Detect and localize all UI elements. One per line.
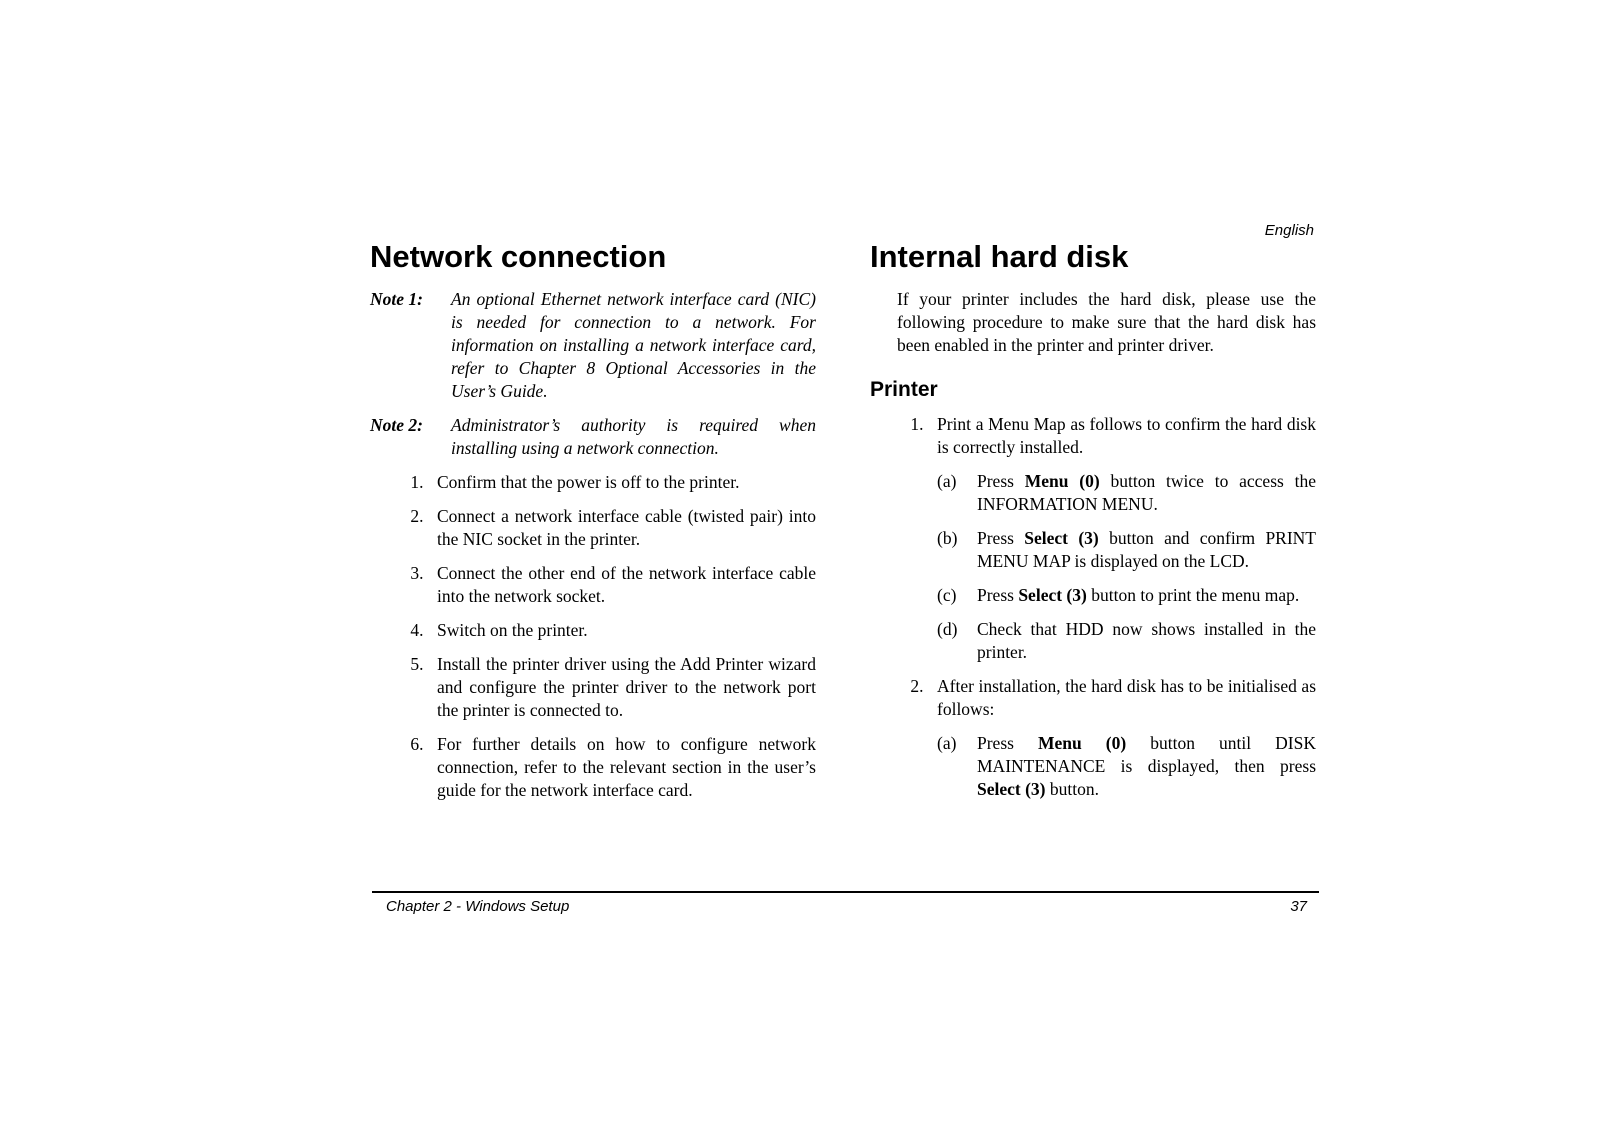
sub-text: Press Select (3) button to print the menu map. xyxy=(977,585,1300,605)
step-text: Connect a network interface cable (twisted pair) into the NIC socket in the printer. xyxy=(437,506,816,549)
step-number: 6. xyxy=(410,734,424,754)
list-item xyxy=(370,505,816,551)
step-text: Switch on the printer. xyxy=(437,620,588,640)
list-item xyxy=(870,675,1316,721)
button-name: Select (3) xyxy=(1018,585,1087,605)
list-item xyxy=(370,471,816,494)
subsection-title-printer: Printer xyxy=(870,378,938,401)
sub-text: Press Select (3) button and confirm PRINT MENU MAP is displayed on the LCD. xyxy=(977,528,1317,571)
sub-label: (d) xyxy=(937,619,958,639)
sub-text: Press Menu (0) button until DISK MAINTENANCE is displayed, then press Select (3) button. xyxy=(977,733,1316,799)
sub-text: Press Menu (0) button twice to access the INFORMATION MENU. xyxy=(977,471,1316,514)
button-name: Menu (0) xyxy=(1024,471,1100,491)
step-number: 2. xyxy=(410,506,424,526)
note-label: Note 2: xyxy=(370,415,423,435)
step-number: 1. xyxy=(910,414,924,434)
step-text: Print a Menu Map as follows to confirm the hard disk is correctly installed. xyxy=(937,414,1316,457)
sub-item-a xyxy=(937,732,1316,801)
section-title-internal-hard-disk: Internal hard disk xyxy=(870,239,1129,274)
sub-item-d xyxy=(937,618,1316,664)
sub-label: (a) xyxy=(937,733,957,753)
language-header: English xyxy=(1264,222,1314,239)
step-number: 5. xyxy=(410,654,424,674)
step-number: 3. xyxy=(410,563,424,583)
footer-chapter: Chapter 2 - Windows Setup xyxy=(386,898,570,915)
note-2 xyxy=(370,414,816,460)
sub-label: (a) xyxy=(937,471,957,491)
footer-divider xyxy=(372,891,1319,893)
step-text: For further details on how to configure network connection, refer to the relevant section in the user’s guide for the network interface card. xyxy=(437,734,816,800)
sub-label: (b) xyxy=(937,528,958,548)
list-item xyxy=(370,619,816,642)
note-label: Note 1: xyxy=(370,289,423,309)
list-item xyxy=(370,562,816,608)
internal-hard-disk-section xyxy=(870,238,1316,812)
list-item xyxy=(870,413,1316,459)
step-number: 4. xyxy=(410,620,424,640)
sub-item-c xyxy=(937,584,1316,607)
note-text: Administrator’s authority is required when installing using a network connection. xyxy=(451,415,816,458)
step-text: Install the printer driver using the Add Printer wizard and configure the printer driver to the network port the printer is connected to. xyxy=(437,654,816,720)
step-number: 1. xyxy=(410,472,424,492)
note-text: An optional Ethernet network interface card (NIC) is needed for connection to a network. For information on installing a network interface card, refer to Chapter 8 Optional Accessories in the User’s Guide. xyxy=(451,289,816,401)
sub-text: Check that HDD now shows installed in the printer. xyxy=(977,619,1316,662)
sub-item-b xyxy=(937,527,1316,573)
step-text: Connect the other end of the network interface cable into the network socket. xyxy=(437,563,816,606)
intro-paragraph: If your printer includes the hard disk, please use the following procedure to make sure that the hard disk has been enabled in the printer and printer driver. xyxy=(897,289,1316,355)
button-name: Select (3) xyxy=(977,779,1046,799)
step-text: Confirm that the power is off to the printer. xyxy=(437,472,740,492)
sub-label: (c) xyxy=(937,585,957,605)
button-name: Menu (0) xyxy=(1038,733,1127,753)
step-text: After installation, the hard disk has to be initialised as follows: xyxy=(937,676,1316,719)
note-1 xyxy=(370,288,816,403)
page-number: 37 xyxy=(1290,898,1307,915)
button-name: Select (3) xyxy=(1024,528,1099,548)
step-number: 2. xyxy=(910,676,924,696)
sub-item-a xyxy=(937,470,1316,516)
network-connection-section xyxy=(370,238,816,813)
list-item xyxy=(370,653,816,722)
section-title-network-connection: Network connection xyxy=(370,239,667,274)
list-item xyxy=(370,733,816,802)
